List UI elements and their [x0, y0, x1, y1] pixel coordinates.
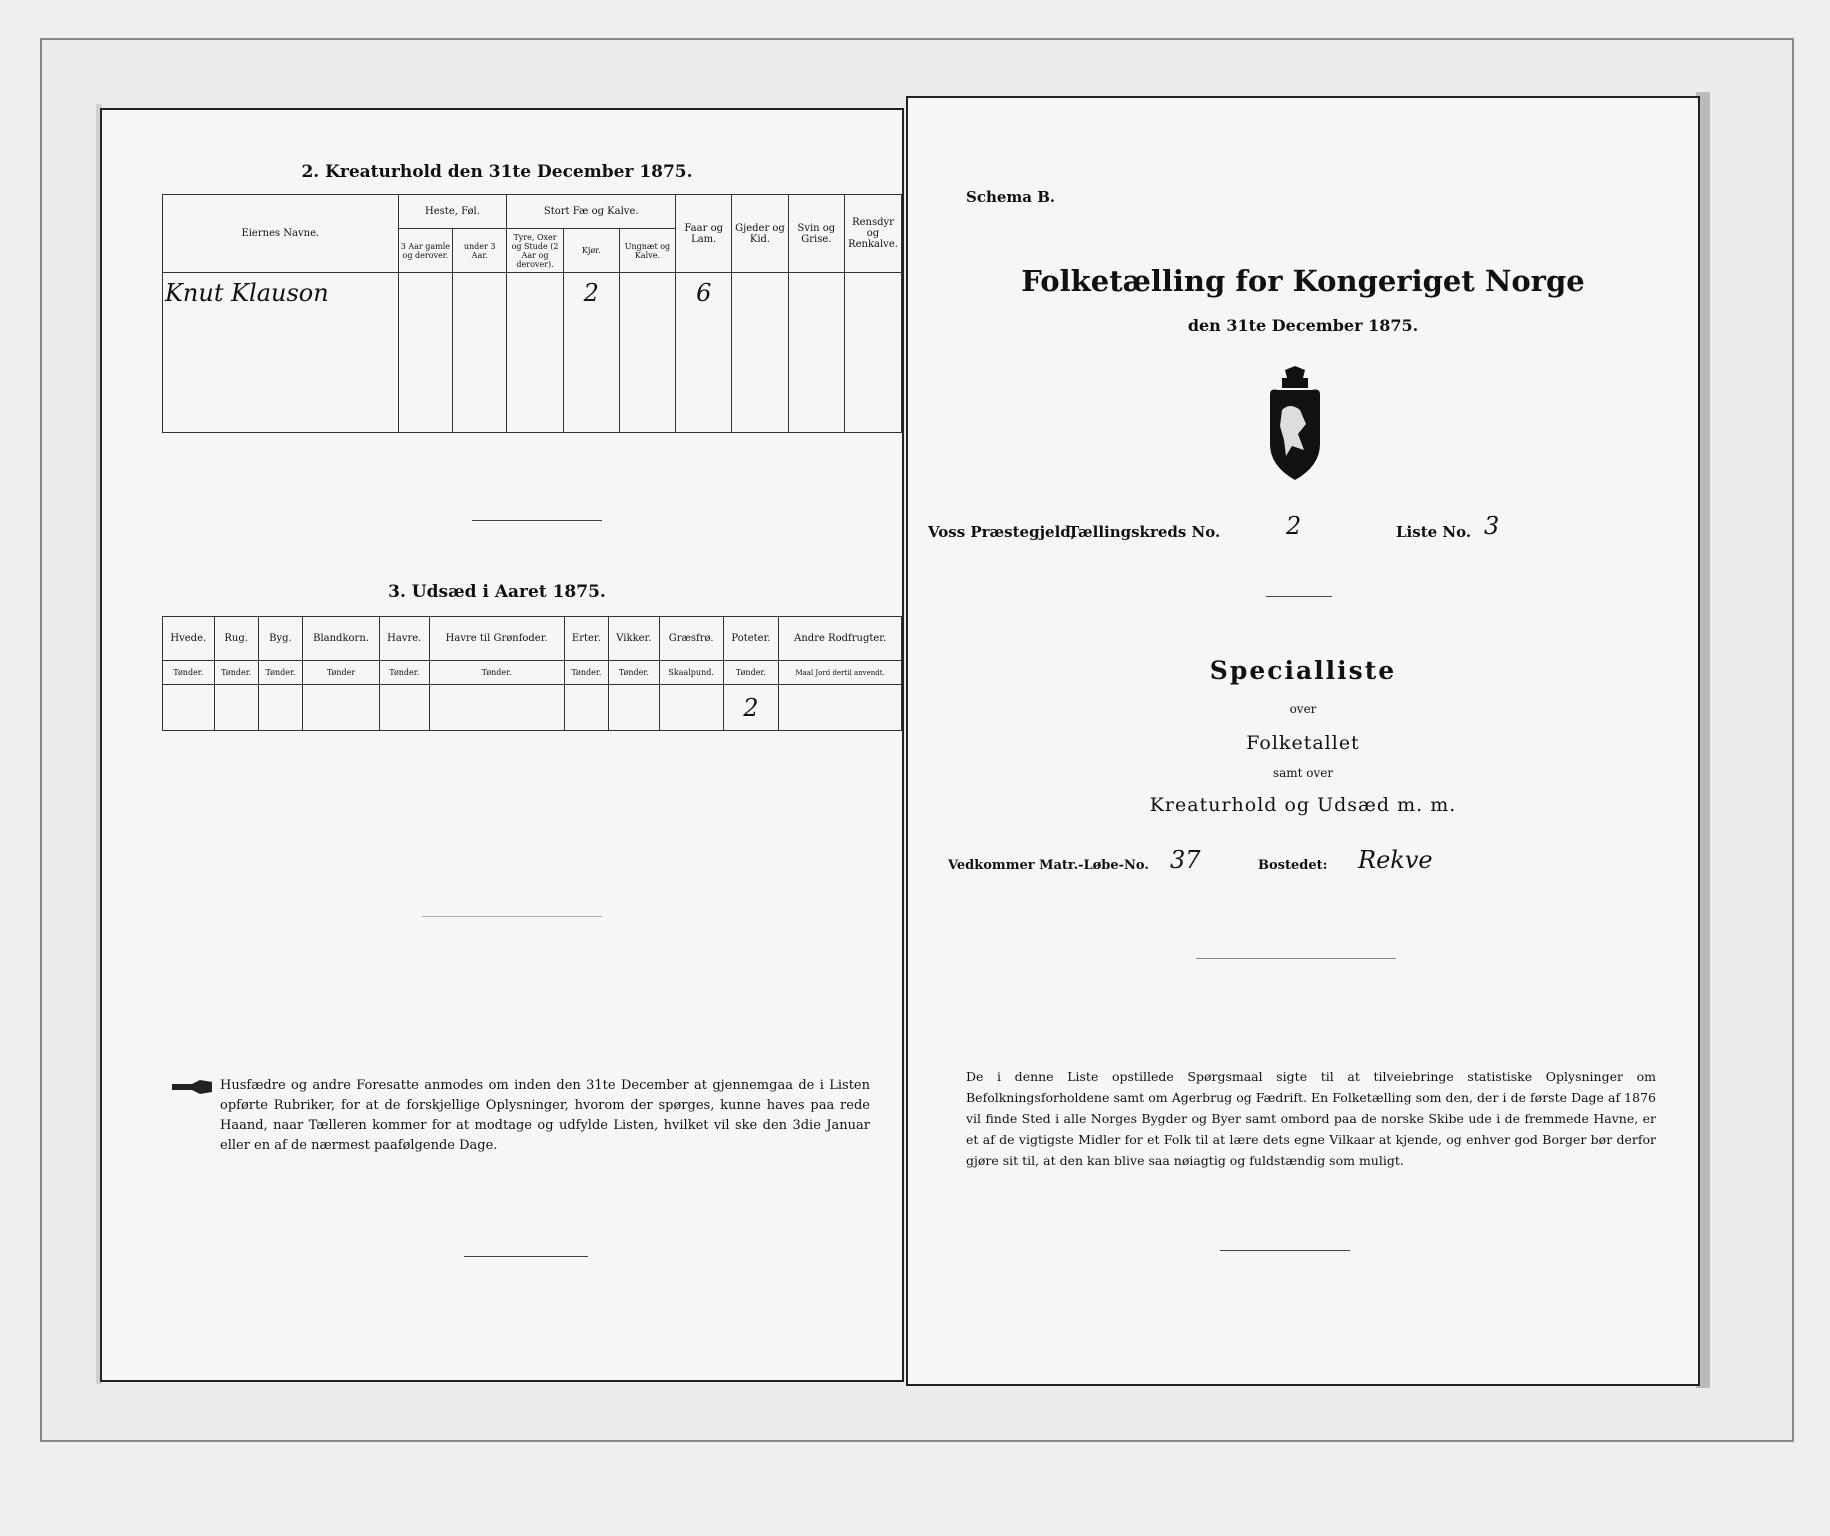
seed-unit-11: Maal Jord dertil anvendt. [779, 661, 902, 685]
specialliste-heading: Specialliste [1209, 656, 1397, 685]
right-page [906, 96, 1700, 1386]
samt-over-text: samt over [1272, 766, 1334, 780]
seed-header-11: Andre Rodfrugter. [779, 617, 902, 661]
bosted-value: Rekve [1358, 846, 1433, 874]
seed-unit-9: Skaalpund. [659, 661, 723, 685]
seed-header-5: Havre. [379, 617, 429, 661]
cattle-sub2: Kjør. [563, 229, 619, 273]
parish-label: Voss Præstegjeld, [928, 523, 1076, 541]
seed-table [162, 616, 902, 731]
reindeer-header: Rensdyr og Renkalve. [845, 195, 902, 273]
seed-unit-6: Tønder. [429, 661, 564, 685]
pigs-header: Svin og Grise. [788, 195, 844, 273]
livestock-table [162, 194, 902, 433]
cows-value: 2 [563, 273, 619, 313]
over-text-1: over [1289, 702, 1317, 716]
rule-6 [1220, 1250, 1350, 1251]
district-label: Tællingskreds No. [1068, 523, 1221, 541]
seed-row [163, 685, 902, 731]
left-page [100, 108, 904, 1382]
cattle-header: Stort Fæ og Kalve. [507, 195, 676, 229]
rule-3 [464, 1256, 588, 1257]
rule-4 [1266, 596, 1332, 597]
sheep-header: Faar og Lam. [676, 195, 732, 273]
seed-header-1: Hvede. [163, 617, 215, 661]
horses-sub1: 3 Aar gamle og derover. [398, 229, 452, 273]
kreaturhold-heading: Kreaturhold og Udsæd m. m. [1149, 794, 1457, 816]
section2-title: 2. Kreaturhold den 31te December 1875. [301, 162, 693, 182]
cattle-sub3: Ungnæt og Kalve. [619, 229, 675, 273]
seed-header-3: Byg. [258, 617, 302, 661]
seed-header-7: Erter. [564, 617, 608, 661]
goats-header: Gjeder og Kid. [732, 195, 788, 273]
seed-header-9: Græsfrø. [659, 617, 723, 661]
seed-unit-4: Tønder [303, 661, 380, 685]
horses-sub2: under 3 Aar. [453, 229, 507, 273]
folketallet-heading: Folketallet [1246, 732, 1360, 754]
footer-text: De i denne Liste opstillede Spørgsmaal sigte til at tilveiebringe statistiske Oplysninger om Befolkningsforholdene samt om Agerbrug og Fædrift. En Folketælling som den, der i de første Dage af 1876 vil finde Sted i alle Norges Bygder og Byer samt ombord paa de norske Skibe ude i de fremmede Havne, er et af de vigtigste Midler for et Folk til at lære dets egne Vilkaar at kjende, og enhver god Borger bør derfor gjøre sit til, at den kan blive saa nøiagtig og fuldstændig som muligt. [966, 1069, 1656, 1168]
cattle-sub1: Tyre, Oxer og Stude (2 Aar og derover). [507, 229, 564, 273]
pointing-hand-icon [170, 1076, 214, 1098]
list-label: Liste No. [1396, 523, 1472, 541]
potatoes-value: 2 [723, 685, 779, 731]
seed-unit-3: Tønder. [258, 661, 302, 685]
seed-header-4: Blandkorn. [303, 617, 380, 661]
seed-unit-7: Tønder. [564, 661, 608, 685]
bosted-label: Bostedet: [1258, 858, 1328, 873]
rule-5 [1196, 958, 1396, 959]
seed-unit-5: Tønder. [379, 661, 429, 685]
norwegian-coat-of-arms-icon [1260, 366, 1330, 484]
sheep-value: 6 [676, 273, 732, 313]
seed-unit-1: Tønder. [163, 661, 215, 685]
rule-2 [422, 916, 602, 917]
livestock-row [163, 273, 902, 313]
seed-unit-10: Tønder. [723, 661, 779, 685]
rule-1 [472, 520, 602, 521]
seed-unit-2: Tønder. [214, 661, 258, 685]
list-value: 3 [1484, 512, 1500, 540]
owner-header: Eiernes Navne. [163, 195, 399, 273]
census-date: den 31te December 1875. [1187, 316, 1419, 335]
main-title: Folketælling for Kongeriget Norge [1021, 264, 1585, 298]
seed-header-8: Vikker. [608, 617, 659, 661]
schema-label: Schema B. [966, 188, 1056, 206]
section3-title: 3. Udsæd i Aaret 1875. [388, 582, 606, 602]
seed-header-6: Havre til Grønfoder. [429, 617, 564, 661]
notice-text: Husfædre og andre Foresatte anmodes om inden den 31te December at gjennemgaa de i Listen opførte Rubriker, for at de forskjellige Oplysninger, hvorom der spørges, kunne haves paa rede Haand, naar Tælleren kommer for at modtage og udfylde Listen, hvilket vil ske den 3die Januar eller en af de nærmest paafølgende Dage. [220, 1078, 870, 1153]
seed-unit-8: Tønder. [608, 661, 659, 685]
seed-header-2: Rug. [214, 617, 258, 661]
seed-header-10: Poteter. [723, 617, 779, 661]
district-value: 2 [1286, 512, 1302, 540]
matr-value: 37 [1170, 846, 1201, 874]
horses-header: Heste, Føl. [398, 195, 507, 229]
owner-name: Knut Klauson [163, 273, 399, 313]
matr-label: Vedkommer Matr.-Løbe-No. [948, 858, 1149, 873]
